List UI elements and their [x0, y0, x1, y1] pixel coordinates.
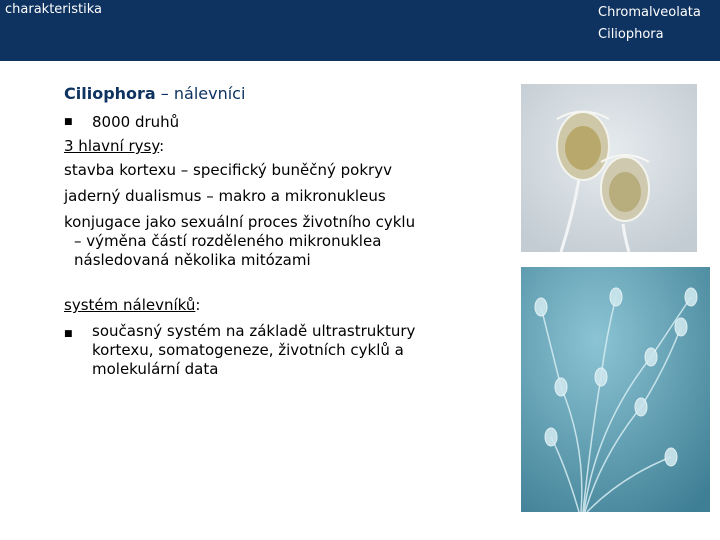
bullet-system: [64, 322, 484, 379]
feature-3: [64, 213, 484, 270]
zooid: [685, 288, 697, 306]
feature-3-line-2: – výměna částí rozděleného mikronuklea: [74, 232, 382, 250]
feature-3-rest: jako sexuální proces životního cyklu: [140, 213, 416, 231]
zooid: [610, 288, 622, 306]
system-line-2: kortexu, somatogeneze, životních cyklů a: [92, 341, 404, 359]
system-heading: systém nálevníků: [64, 296, 196, 314]
bullet-square-icon: ■: [64, 329, 73, 339]
zooid: [665, 448, 677, 466]
system-line-3: molekulární data: [92, 360, 219, 378]
zooid: [555, 378, 567, 396]
header-bar: [0, 0, 720, 61]
taxonomy-line-1: Chromalveolata: [598, 5, 701, 20]
features-heading-row: [64, 137, 484, 155]
feature-2-rest: – makro a mikronukleus: [201, 187, 386, 205]
colonial-ciliate-photo: [521, 267, 710, 512]
zooid: [535, 298, 547, 316]
zooid: [635, 398, 647, 416]
vorticella-photo: [521, 84, 697, 252]
feature-3-bold: konjugace: [64, 213, 141, 231]
taxonomy-label: [598, 2, 701, 46]
taxonomy-line-2: Ciliophora: [598, 27, 664, 42]
zooid: [595, 368, 607, 386]
feature-1-bold: stavba kortexu: [64, 161, 176, 179]
zooid: [545, 428, 557, 446]
slide-title: [64, 84, 484, 103]
section-label: charakteristika: [5, 2, 102, 17]
title-bold: Ciliophora: [64, 84, 156, 103]
feature-1-rest: – specifický buněčný pokryv: [175, 161, 392, 179]
feature-2-bold: jaderný dualismus: [64, 187, 202, 205]
title-rest: – nálevníci: [155, 84, 246, 103]
zooid: [675, 318, 687, 336]
system-line-1: současný systém na základě ultrastruktury: [92, 322, 416, 340]
bullet-square-icon: ■: [64, 117, 73, 127]
feature-3-line-3: následovaná několika mitózami: [74, 251, 311, 269]
features-heading: 3 hlavní rysy: [64, 137, 160, 155]
feature-2: [64, 187, 484, 205]
system-heading-row: [64, 296, 484, 314]
species-count: 8000 druhů: [92, 113, 180, 131]
feature-1: [64, 161, 484, 179]
bullet-species: [64, 113, 484, 131]
features-colon: :: [159, 137, 165, 155]
cell-1-inner: [565, 126, 601, 170]
system-colon: :: [195, 296, 201, 314]
slide-content: [64, 84, 484, 379]
cell-2-inner: [609, 172, 641, 212]
zooid: [645, 348, 657, 366]
